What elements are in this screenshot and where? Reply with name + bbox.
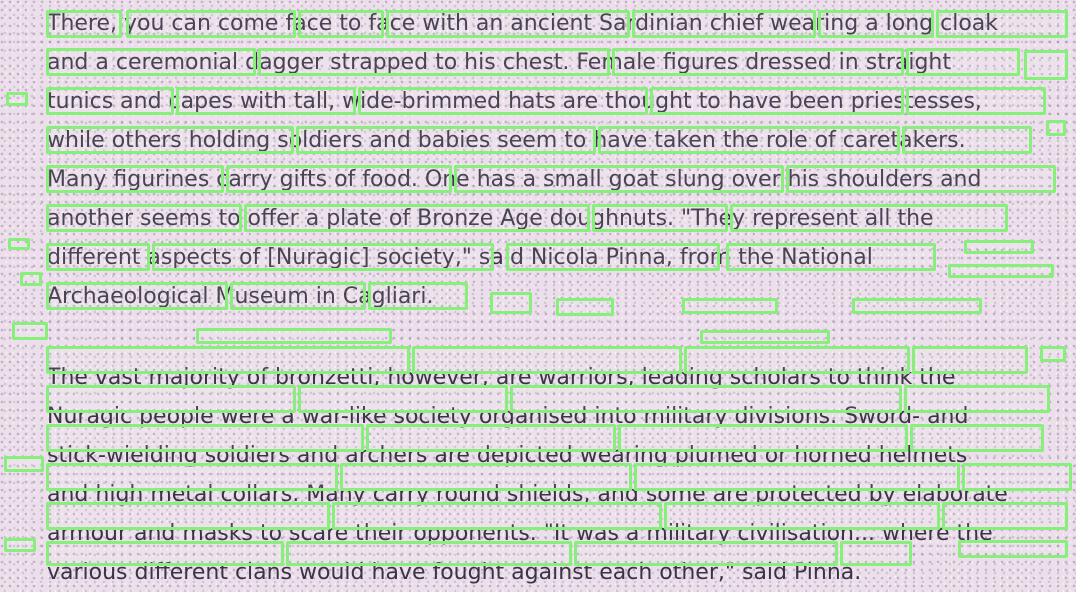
detection-box [6, 92, 28, 106]
detection-box [664, 502, 940, 530]
text-line: armour and masks to scare their opponents. "It was a military civilisation... where the [47, 521, 993, 546]
detection-box [700, 330, 830, 344]
detection-box [906, 48, 1020, 76]
detection-box [46, 243, 150, 271]
detection-box [852, 298, 982, 314]
detection-box [258, 48, 610, 76]
detection-box [726, 243, 936, 271]
detection-box [906, 87, 1046, 115]
detection-box [910, 424, 1044, 452]
text-line: tunics and capes with tall, wide-brimmed hats are thought to have been priestesses, [47, 89, 982, 114]
text-line: different aspects of [Nuragic] society," said Nicola Pinna, from the National [47, 245, 873, 270]
detection-box [46, 385, 296, 413]
detection-box [298, 10, 384, 38]
text-line: There, you can come face to face with an ancient Sardinian chief wearing a long cloak [47, 11, 999, 36]
detection-box [490, 292, 532, 314]
detection-box [840, 541, 912, 566]
text-line: Archaeological Museum in Cagliari. [47, 284, 434, 309]
text-line: Nuragic people were a war-like society organised into military divisions. Sword- and [47, 404, 969, 429]
detection-box [556, 298, 614, 316]
detection-box [936, 10, 1068, 38]
detection-box [8, 238, 30, 250]
detection-box [176, 87, 356, 115]
detection-box [4, 538, 36, 552]
detection-box [948, 264, 1054, 278]
detection-box [340, 463, 632, 491]
detection-box [612, 48, 904, 76]
detection-box [20, 272, 42, 286]
detection-box [298, 385, 508, 413]
detection-box [962, 463, 1072, 491]
text-line: stick-wielding soldiers and archers are depicted wearing plumed or horned helmets [47, 443, 968, 468]
detection-box [46, 282, 228, 310]
detection-box [152, 243, 494, 271]
detection-box [598, 126, 900, 154]
detection-box [46, 165, 224, 193]
text-line: while others holding soldiers and babies seem to have taken the role of caretakers. [47, 128, 966, 153]
text-line: Many figurines carry gifts of food. One has a small goat slung over his shoulders and [47, 167, 982, 192]
detection-box [196, 328, 392, 344]
detection-box [506, 243, 720, 271]
detection-box [386, 10, 630, 38]
detection-box [366, 424, 616, 452]
detection-box [286, 541, 572, 566]
detection-box [632, 10, 816, 38]
detection-box [574, 541, 838, 566]
detection-box [650, 87, 904, 115]
detection-box [368, 282, 468, 310]
detection-box [786, 165, 1056, 193]
detection-box [244, 204, 590, 232]
detection-box [4, 456, 44, 472]
detection-box [46, 204, 242, 232]
detection-box [46, 48, 256, 76]
detection-box [358, 87, 648, 115]
detection-box [296, 126, 596, 154]
detection-box [454, 165, 784, 193]
detection-box [730, 204, 1008, 232]
detection-box [226, 165, 452, 193]
detection-box [942, 502, 1068, 530]
detection-box [1046, 120, 1066, 136]
text-line: The vast majority of bronzetti, however, are warriors, leading scholars to think the [47, 365, 956, 390]
detection-box [818, 10, 934, 38]
detection-box [12, 322, 48, 340]
detection-box [46, 463, 338, 491]
detection-box [1040, 346, 1066, 362]
text-line: various different clans would have fought against each other," said Pinna. [47, 560, 862, 585]
detection-box [332, 502, 662, 530]
detection-box [592, 204, 728, 232]
detection-box [126, 10, 296, 38]
detection-box [618, 424, 908, 452]
detection-box [230, 282, 366, 310]
detection-box [958, 540, 1068, 558]
detection-box [904, 385, 1050, 413]
detection-box [912, 346, 1028, 374]
detection-box [46, 346, 410, 374]
detection-box [634, 463, 960, 491]
detection-box [964, 240, 1034, 254]
detection-box [46, 502, 330, 530]
detection-box [684, 346, 910, 374]
detection-box [682, 298, 778, 314]
text-line: and high metal collars. Many carry round shields, and some are protected by elaborate [47, 482, 1008, 507]
detection-box [412, 346, 682, 374]
detection-box [46, 10, 122, 38]
text-line: and a ceremonial dagger strapped to his chest. Female figures dressed in straight [47, 50, 951, 75]
text-line: another seems to offer a plate of Bronze Age doughnuts. "They represent all the [47, 206, 934, 231]
detection-box [46, 424, 364, 452]
detection-box [1024, 50, 1068, 80]
detection-box [510, 385, 902, 413]
detection-box [46, 87, 174, 115]
detection-box [46, 126, 294, 154]
detection-box [46, 541, 284, 566]
detection-box [902, 126, 1032, 154]
